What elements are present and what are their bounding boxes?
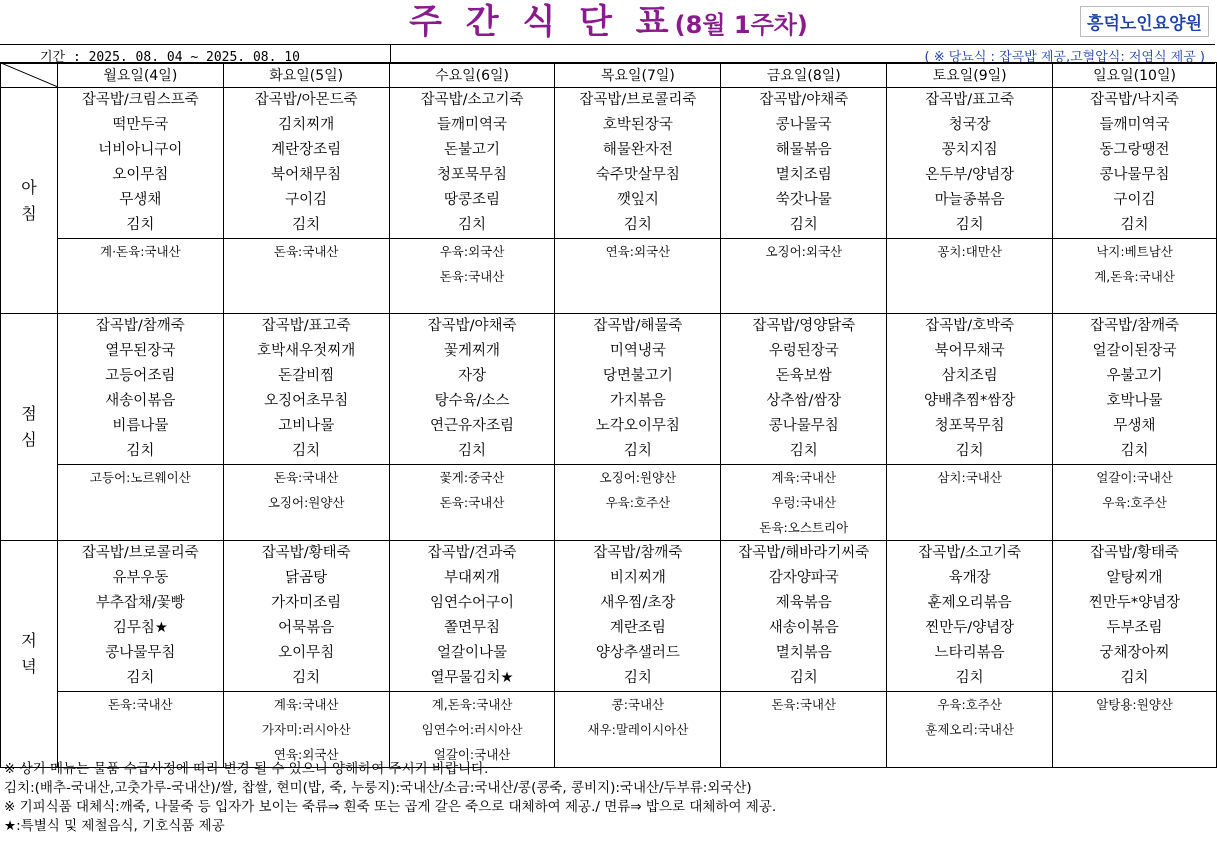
origin-cell	[389, 239, 555, 314]
dish-item: 북어채무침	[271, 167, 342, 183]
dish-item: 육개장	[948, 570, 991, 586]
day-header: 월요일(4일)	[57, 63, 223, 88]
period-text: 기간 : 2025. 08. 04 ~ 2025. 08. 10	[40, 50, 300, 65]
dish-item: 삼치조림	[941, 368, 998, 384]
dish-cell	[57, 314, 223, 465]
dish-item: 김치	[955, 217, 984, 233]
dish-item: 양배추찜*쌈장	[924, 393, 1016, 409]
origin-cell	[721, 465, 887, 541]
dish-item: 양상추샐러드	[595, 645, 680, 661]
dish-item: 가지볶음	[609, 393, 666, 409]
period-row	[0, 44, 1215, 64]
dish-item: 느타리볶음	[934, 645, 1005, 661]
dish-item: 꽁치지짐	[941, 142, 998, 158]
origin-item: 계육:국내산	[771, 470, 837, 485]
dish-item: 비지찌개	[609, 570, 666, 586]
dish-item: 숙주맛살무침	[595, 167, 680, 183]
dish-item: 노각오이무침	[595, 418, 680, 434]
dish-cell	[223, 88, 389, 239]
dish-item: 잡곡밥/영양닭죽	[752, 318, 856, 334]
origin-item: 돈육:국내산	[273, 470, 339, 485]
dish-item: 비름나물	[112, 418, 169, 434]
dish-cell	[389, 541, 555, 692]
origin-cell	[555, 239, 721, 314]
origin-item: 콩:국내산	[611, 697, 665, 712]
origin-item: 오징어:원양산	[267, 495, 345, 510]
dish-item: 김치	[789, 670, 818, 686]
dish-item: 김치	[292, 217, 321, 233]
day-header-row	[1, 63, 1217, 88]
origin-item: 돈육:국내산	[439, 495, 505, 510]
origin-cell	[223, 239, 389, 314]
origin-item: 새우:말레이시아산	[587, 722, 689, 737]
dish-cell	[887, 541, 1053, 692]
origin-item: 돈육:국내산	[108, 697, 173, 712]
dish-item: 호박새우젓찌개	[257, 343, 356, 359]
dish-cell	[389, 314, 555, 465]
breakfast-origin-row	[1, 239, 1217, 314]
dish-item: 연근유자조림	[430, 418, 515, 434]
dish-item: 열무된장국	[105, 343, 176, 359]
dish-item: 김무침★	[112, 620, 168, 636]
dish-item: 너비아니구이	[98, 142, 183, 158]
dish-item: 얼갈이나물	[437, 645, 508, 661]
dish-item: 찐만두*양념장	[1088, 595, 1181, 611]
origin-item: 우렁:국내산	[771, 495, 837, 510]
origin-item: 얼갈이:국내산	[1096, 470, 1173, 485]
dish-item: 김치	[292, 670, 321, 686]
dish-item: 새송이볶음	[105, 393, 176, 409]
title-row	[0, 0, 1217, 44]
dish-item: 김치	[1120, 670, 1149, 686]
dish-item: 땅콩조림	[444, 192, 501, 208]
origin-item: 임연수어:러시아산	[421, 722, 523, 737]
dish-item: 들깨미역국	[1099, 117, 1170, 133]
dish-cell	[555, 88, 721, 239]
dish-item: 우불고기	[1106, 368, 1163, 384]
lunch-origin-row	[1, 465, 1217, 541]
origin-cell	[389, 465, 555, 541]
day-header: 토요일(9일)	[887, 63, 1053, 88]
origin-cell	[223, 692, 389, 768]
footer-note: ※ 기피식품 대체식:깨죽, 나물죽 등 입자가 보이는 죽류⇒ 흰죽 또는 곱게 갈은 죽으로 대체하여 제공./ 면류⇒ 밥으로 대체하여 제공.	[4, 799, 777, 815]
dish-item: 김치	[789, 217, 818, 233]
dish-item: 해물볶음	[775, 142, 832, 158]
origin-item: 우육:외국산	[439, 244, 505, 259]
dish-item: 제육볶음	[775, 595, 832, 611]
dish-item: 잡곡밥/야채죽	[759, 92, 849, 108]
day-header: 목요일(7일)	[555, 63, 721, 88]
dish-item: 김치	[1120, 217, 1149, 233]
dish-item: 김치	[955, 443, 984, 459]
dish-item: 꽃게찌개	[444, 343, 501, 359]
dish-item: 김치	[126, 443, 155, 459]
dish-item: 쫄면무침	[444, 620, 501, 636]
footer-note: ※ 상기 메뉴는 물품 수급사정에 따라 변경 될 수 있으니 양해하여 주시기 바랍니다.	[4, 761, 489, 777]
dish-cell	[389, 88, 555, 239]
dish-item: 구이김	[1113, 192, 1156, 208]
day-header: 화요일(5일)	[223, 63, 389, 88]
origin-cell	[887, 239, 1053, 314]
origin-item: 연육:외국산	[605, 244, 671, 259]
page-title: 주 간 식 단 표(8월 1주차)	[409, 2, 808, 42]
dish-item: 김치	[292, 443, 321, 459]
dish-item: 온두부/양념장	[925, 167, 1015, 183]
dish-item: 어묵볶음	[278, 620, 335, 636]
corner-cell	[1, 63, 58, 88]
dish-item: 잡곡밥/해바라기씨죽	[738, 545, 870, 561]
dish-item: 계란조림	[609, 620, 666, 636]
origin-cell	[389, 692, 555, 768]
dish-item: 김치	[458, 443, 487, 459]
dish-item: 오이무침	[112, 167, 169, 183]
dish-item: 김치	[126, 217, 155, 233]
footer-note: 김치:(배추-국내산,고춧가루-국내산)/쌀, 찹쌀, 현미(밥, 죽, 누룽지):국내산/소금:국내산/콩(콩죽, 콩비지):국내산/두부류:외국산)	[4, 780, 752, 796]
dish-cell	[223, 541, 389, 692]
dish-item: 부추잡채/꽃빵	[95, 595, 185, 611]
origin-cell	[721, 239, 887, 314]
dish-item: 김치	[623, 670, 652, 686]
dish-item: 알탕찌개	[1106, 570, 1163, 586]
dish-item: 상추쌈/쌈장	[766, 393, 842, 409]
origin-item: 꽃게:중국산	[439, 470, 505, 485]
origin-item: 우육:호주산	[1102, 495, 1167, 510]
dish-item: 김치찌개	[278, 117, 335, 133]
origin-item: 훈제오리:국내산	[925, 722, 1015, 737]
breakfast-label	[1, 88, 58, 314]
corner-diagonal	[1, 63, 58, 87]
dish-item: 잡곡밥/야채죽	[427, 318, 517, 334]
footer-notes	[4, 760, 1214, 836]
dish-item: 탕수육/소스	[434, 393, 510, 409]
origin-item: 계육:국내산	[273, 697, 339, 712]
organization-name: 흥덕노인요양원	[1080, 6, 1209, 37]
dinner-dish-row	[1, 541, 1217, 692]
origin-item: 돈육:국내산	[273, 244, 339, 259]
day-header: 금요일(8일)	[721, 63, 887, 88]
dish-item: 고비나물	[278, 418, 335, 434]
dish-item: 잡곡밥/브로콜리죽	[579, 92, 697, 108]
dish-item: 열무물김치★	[430, 670, 514, 686]
dish-item: 얼갈이된장국	[1092, 343, 1177, 359]
dish-item: 무생채	[119, 192, 162, 208]
origin-cell	[57, 239, 223, 314]
dish-cell	[223, 314, 389, 465]
origin-item: 돈육:국내산	[771, 697, 837, 712]
dish-item: 유부우동	[112, 570, 169, 586]
origin-cell	[887, 465, 1053, 541]
origin-item: 꽁치:대만산	[937, 244, 1002, 259]
period-divider	[390, 45, 391, 63]
origin-cell	[1053, 692, 1217, 768]
dinner-origin-row	[1, 692, 1217, 768]
dish-item: 청국장	[948, 117, 991, 133]
origin-item: 알탕용:원양산	[1096, 697, 1173, 712]
lunch-dish-row	[1, 314, 1217, 465]
dish-item: 두부조림	[1106, 620, 1163, 636]
dish-item: 김치	[1120, 443, 1149, 459]
dish-item: 자장	[458, 368, 487, 384]
dish-item: 잡곡밥/소고기죽	[918, 545, 1022, 561]
origin-cell	[555, 465, 721, 541]
dish-cell	[1053, 541, 1217, 692]
dish-item: 해물완자전	[602, 142, 673, 158]
dish-item: 돈육보쌈	[775, 368, 832, 384]
origin-item: 오징어:외국산	[765, 244, 843, 259]
dish-item: 마늘종볶음	[934, 192, 1005, 208]
dish-item: 잡곡밥/황태죽	[261, 545, 351, 561]
meal-label-text: 아 침	[21, 177, 37, 223]
dish-item: 김치	[126, 670, 155, 686]
origin-cell	[57, 465, 223, 541]
dish-item: 잡곡밥/호박죽	[925, 318, 1015, 334]
dish-item: 깻잎지	[616, 192, 659, 208]
origin-cell	[721, 692, 887, 768]
dish-item: 북어무채국	[934, 343, 1005, 359]
dish-item: 들깨미역국	[437, 117, 508, 133]
dish-item: 멸치조림	[775, 167, 832, 183]
dish-item: 잡곡밥/황태죽	[1090, 545, 1179, 561]
dish-item: 콩나물무침	[1099, 167, 1170, 183]
dish-item: 멸치볶음	[775, 645, 832, 661]
diet-notice: ( ※ 당뇨식 : 잡곡밥 제공,고혈압식: 저염식 제공 )	[924, 50, 1205, 65]
origin-item: 우육:호주산	[605, 495, 671, 510]
dish-item: 잡곡밥/참깨죽	[593, 545, 683, 561]
origin-item: 삼치:국내산	[937, 470, 1002, 485]
dish-item: 잡곡밥/아몬드죽	[254, 92, 358, 108]
dish-item: 감자양파국	[768, 570, 839, 586]
dish-item: 김치	[955, 670, 984, 686]
origin-item: 계,돈육:국내산	[431, 697, 513, 712]
dish-cell	[555, 541, 721, 692]
dish-item: 김치	[623, 217, 652, 233]
dish-item: 고등어조림	[105, 368, 176, 384]
meal-label-text: 저 녁	[21, 631, 37, 676]
dish-item: 동그랑땡전	[1099, 142, 1170, 158]
dish-item: 훈제오리볶음	[927, 595, 1012, 611]
dish-item: 잡곡밥/참깨죽	[1090, 318, 1179, 334]
dish-cell	[1053, 314, 1217, 465]
dish-item: 잡곡밥/소고기죽	[420, 92, 524, 108]
origin-item: 얼갈이:국내산	[433, 747, 511, 762]
dish-item: 김치	[458, 217, 487, 233]
origin-item: 계·돈육:국내산	[100, 244, 181, 259]
dish-item: 쑥갓나물	[775, 192, 832, 208]
dish-item: 잡곡밥/낙지죽	[1090, 92, 1179, 108]
dish-item: 김치	[623, 443, 652, 459]
origin-item: 연육:외국산	[273, 747, 339, 762]
menu-body	[1, 88, 1217, 768]
dish-item: 찐만두/양념장	[925, 620, 1015, 636]
dish-item: 당면불고기	[602, 368, 673, 384]
lunch-label	[1, 314, 58, 541]
dish-item: 돈갈비찜	[278, 368, 335, 384]
dish-cell	[1053, 88, 1217, 239]
dish-item: 호박나물	[1106, 393, 1163, 409]
dish-item: 오징어초무침	[264, 393, 349, 409]
dish-item: 콩나물무침	[768, 418, 839, 434]
origin-cell	[1053, 239, 1217, 314]
origin-item: 계,돈육:국내산	[1094, 269, 1175, 284]
title-week: (8월 1주차)	[674, 11, 808, 39]
dish-item: 돈불고기	[444, 142, 501, 158]
weekly-menu-table	[0, 62, 1217, 768]
dish-cell	[57, 541, 223, 692]
dish-item: 미역냉국	[609, 343, 666, 359]
dish-cell	[57, 88, 223, 239]
origin-cell	[223, 465, 389, 541]
dish-item: 잡곡밥/참깨죽	[95, 318, 185, 334]
dish-item: 떡만두국	[112, 117, 169, 133]
dish-item: 부대찌개	[444, 570, 501, 586]
origin-item: 돈육:국내산	[439, 269, 505, 284]
dish-cell	[887, 88, 1053, 239]
dish-item: 청포묵무침	[437, 167, 508, 183]
dish-cell	[721, 541, 887, 692]
dish-item: 잡곡밥/견과죽	[427, 545, 517, 561]
dish-item: 닭곰탕	[285, 570, 328, 586]
dish-cell	[721, 88, 887, 239]
origin-item: 고등어:노르웨이산	[89, 470, 191, 485]
meal-label-text: 점 심	[21, 404, 37, 449]
dish-item: 구이김	[285, 192, 328, 208]
dish-item: 잡곡밥/크림스프죽	[81, 92, 199, 108]
dish-item: 새우찜/초장	[600, 595, 676, 611]
dish-item: 궁채장아찌	[1099, 645, 1170, 661]
origin-cell	[887, 692, 1053, 768]
origin-item: 우육:호주산	[937, 697, 1002, 712]
dish-item: 오이무침	[278, 645, 335, 661]
dish-item: 김치	[789, 443, 818, 459]
dish-item: 콩나물국	[775, 117, 832, 133]
dish-item: 우렁된장국	[768, 343, 839, 359]
footer-note: ★:특별식 및 제철음식, 기호식품 제공	[4, 818, 225, 834]
dish-cell	[721, 314, 887, 465]
origin-item: 오징어:원양산	[599, 470, 677, 485]
origin-item: 가자미:러시아산	[261, 722, 351, 737]
breakfast-dish-row	[1, 88, 1217, 239]
day-header: 수요일(6일)	[389, 63, 555, 88]
dish-item: 청포묵무침	[934, 418, 1005, 434]
dish-item: 잡곡밥/해물죽	[593, 318, 683, 334]
dinner-label	[1, 541, 58, 768]
day-header: 일요일(10일)	[1053, 63, 1217, 88]
dish-item: 새송이볶음	[768, 620, 839, 636]
dish-item: 가자미조림	[271, 595, 342, 611]
dish-item: 잡곡밥/표고죽	[925, 92, 1015, 108]
dish-item: 호박된장국	[602, 117, 673, 133]
origin-item: 돈육:오스트리아	[759, 520, 849, 535]
dish-item: 잡곡밥/표고죽	[261, 318, 351, 334]
origin-cell	[555, 692, 721, 768]
dish-item: 계란장조림	[271, 142, 342, 158]
origin-item: 낙지:베트남산	[1096, 244, 1173, 259]
origin-cell	[1053, 465, 1217, 541]
dish-cell	[555, 314, 721, 465]
dish-item: 잡곡밥/브로콜리죽	[81, 545, 199, 561]
origin-cell	[57, 692, 223, 768]
dish-item: 무생채	[1113, 418, 1156, 434]
dish-cell	[887, 314, 1053, 465]
dish-item: 콩나물무침	[105, 645, 176, 661]
dish-item: 임연수어구이	[430, 595, 515, 611]
